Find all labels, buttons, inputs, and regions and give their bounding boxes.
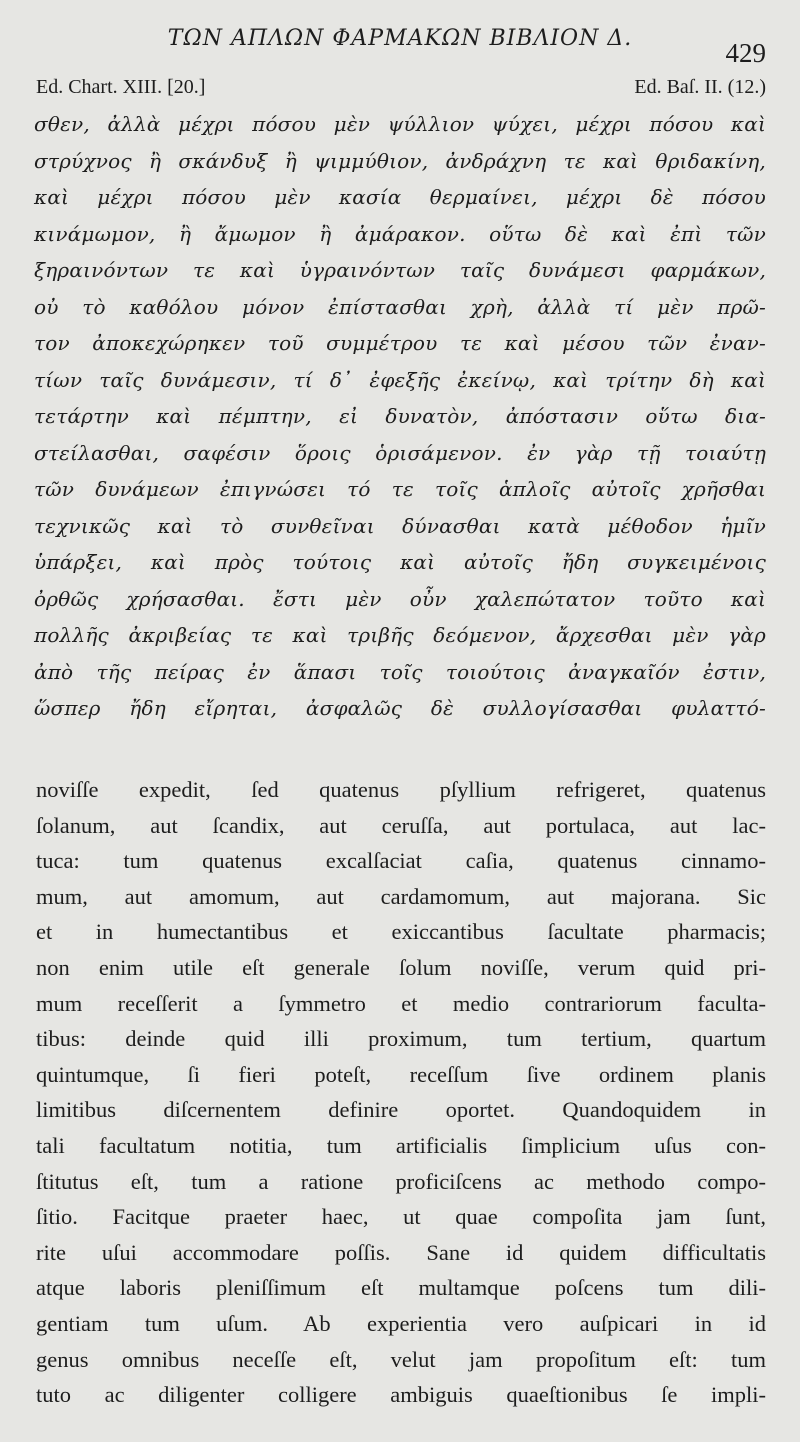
latin-line: rite uſui accommodare poſſis. Sane id quidem difficultatis — [36, 1239, 766, 1265]
edition-reference-basel: Ed. Baſ. II. (12.) — [634, 76, 766, 98]
greek-line: τῶν δυνάμεων ἐπιγνώσει τό τε τοῖς ἁπλοῖς αὐτοῖς χρῆσθαι — [34, 477, 766, 501]
latin-line: tuto ac diligenter colligere ambiguis quaeſtionibus ſe impli- — [36, 1382, 766, 1408]
latin-line: tali facultatum notitia, tum artificialis ſimplicium uſus con- — [36, 1132, 766, 1158]
latin-line: genus omnibus neceſſe eſt, velut jam propoſitum eſt: tum — [36, 1346, 766, 1372]
greek-line: ὥσπερ ἤδη εἴρηται, ἀσφαλῶς δὲ συλλογίσασθαι φυλαττό- — [34, 696, 766, 720]
greek-line: τεχνικῶς καὶ τὸ συνθεῖναι δύνασθαι κατὰ μέθοδον ἡμῖν — [34, 513, 766, 538]
greek-line: καὶ μέχρι πόσου μὲν κασία θερμαίνει, μέχρι δὲ πόσου — [34, 185, 766, 209]
greek-line: πολλῆς ἀκριβείας τε καὶ τριβῆς δεόμενον, ἄρχεσθαι μὲν γὰρ — [34, 623, 766, 647]
latin-line: mum, aut amomum, aut cardamomum, aut majorana. Sic — [36, 883, 766, 909]
latin-line: ſtitutus eſt, tum a ratione proficiſcens ac methodo compo- — [36, 1168, 766, 1194]
latin-line: non enim utile eſt generale ſolum noviſſe, verum quid pri- — [36, 954, 766, 980]
latin-line: ſitio. Facitque praeter haec, ut quae compoſita jam ſunt, — [36, 1204, 766, 1230]
greek-line: ξηραινόντων τε καὶ ὑγραινόντων ταῖς δυνάμεσι φαρμάκων, — [34, 258, 766, 282]
running-title: ΤΩΝ ΑΠΛΩΝ ΦΑΡΜΑΚΩΝ ΒΙΒΛΙΟΝ Δ. — [167, 26, 633, 51]
greek-line: τον ἀποκεχώρηκεν τοῦ συμμέτρου τε καὶ μέσου τῶν ἐναν- — [34, 331, 766, 355]
latin-line: gentiam tum uſum. Ab experientia vero auſpicari in id — [36, 1310, 766, 1336]
greek-line: ὀρθῶς χρήσασθαι. ἔστι μὲν οὖν χαλεπώτατον τοῦτο καὶ — [34, 586, 766, 611]
greek-line: ὑπάρξει, καὶ πρὸς τούτοις καὶ αὐτοῖς ἤδη συγκειμένοις — [34, 550, 766, 574]
greek-text-block — [34, 106, 766, 727]
latin-text-block — [36, 772, 766, 1413]
edition-reference-chartier: Ed. Chart. XIII. [20.] — [36, 76, 206, 98]
greek-line: οὐ τὸ καθόλου μόνον ἐπίστασθαι χρὴ, ἀλλὰ τί μὲν πρῶ- — [34, 294, 766, 319]
latin-line: noviſſe expedit, ſed quatenus pſyllium refrigeret, quatenus — [36, 777, 766, 802]
latin-line: et in humectantibus et exiccantibus ſacultate pharmacis; — [36, 919, 766, 945]
latin-line: quintumque, ſi fieri poteſt, receſſum ſive ordinem planis — [36, 1061, 766, 1087]
latin-line: limitibus diſcernentem definire oportet. Quandoquidem in — [36, 1097, 766, 1123]
latin-line: mum receſſerit a ſymmetro et medio contrariorum faculta- — [36, 990, 766, 1016]
greek-line: τετάρτην καὶ πέμπτην, εἰ δυνατὸν, ἀπόστασιν οὕτω δια- — [34, 404, 766, 428]
greek-line: στρύχνος ἢ σκάνδυξ ἢ ψιμμύθιον, ἀνδράχνη τε καὶ θριδακίνη, — [34, 148, 766, 173]
greek-line: στείλασθαι, σαφέσιν ὅροις ὁρισάμενον. ἐν γὰρ τῇ τοιαύτῃ — [34, 440, 766, 465]
page-number: 429 — [725, 38, 766, 68]
latin-line: tuca: tum quatenus excalſaciat caſia, quatenus cinnamo- — [36, 848, 766, 874]
latin-line: ſolanum, aut ſcandix, aut ceruſſa, aut portulaca, aut lac- — [36, 812, 766, 838]
greek-line: σθεν, ἀλλὰ μέχρι πόσου μὲν ψύλλιον ψύχει, μέχρι πόσου καὶ — [34, 112, 766, 136]
latin-line: tibus: deinde quid illi proximum, tum tertium, quartum — [36, 1026, 766, 1052]
latin-line: atque laboris pleniſſimum eſt multamque poſcens tum dili- — [36, 1275, 766, 1301]
greek-line: κινάμωμον, ἢ ἄμωμον ἢ ἀμάρακον. οὕτω δὲ καὶ ἐπὶ τῶν — [34, 221, 766, 246]
greek-line: ἀπὸ τῆς πείρας ἐν ἅπασι τοῖς τοιούτοις ἀναγκαῖόν ἐστιν, — [34, 659, 766, 684]
greek-line: τίων ταῖς δυνάμεσιν, τί δ᾽ ἐφεξῆς ἐκείνῳ, καὶ τρίτην δὴ καὶ — [34, 367, 766, 392]
